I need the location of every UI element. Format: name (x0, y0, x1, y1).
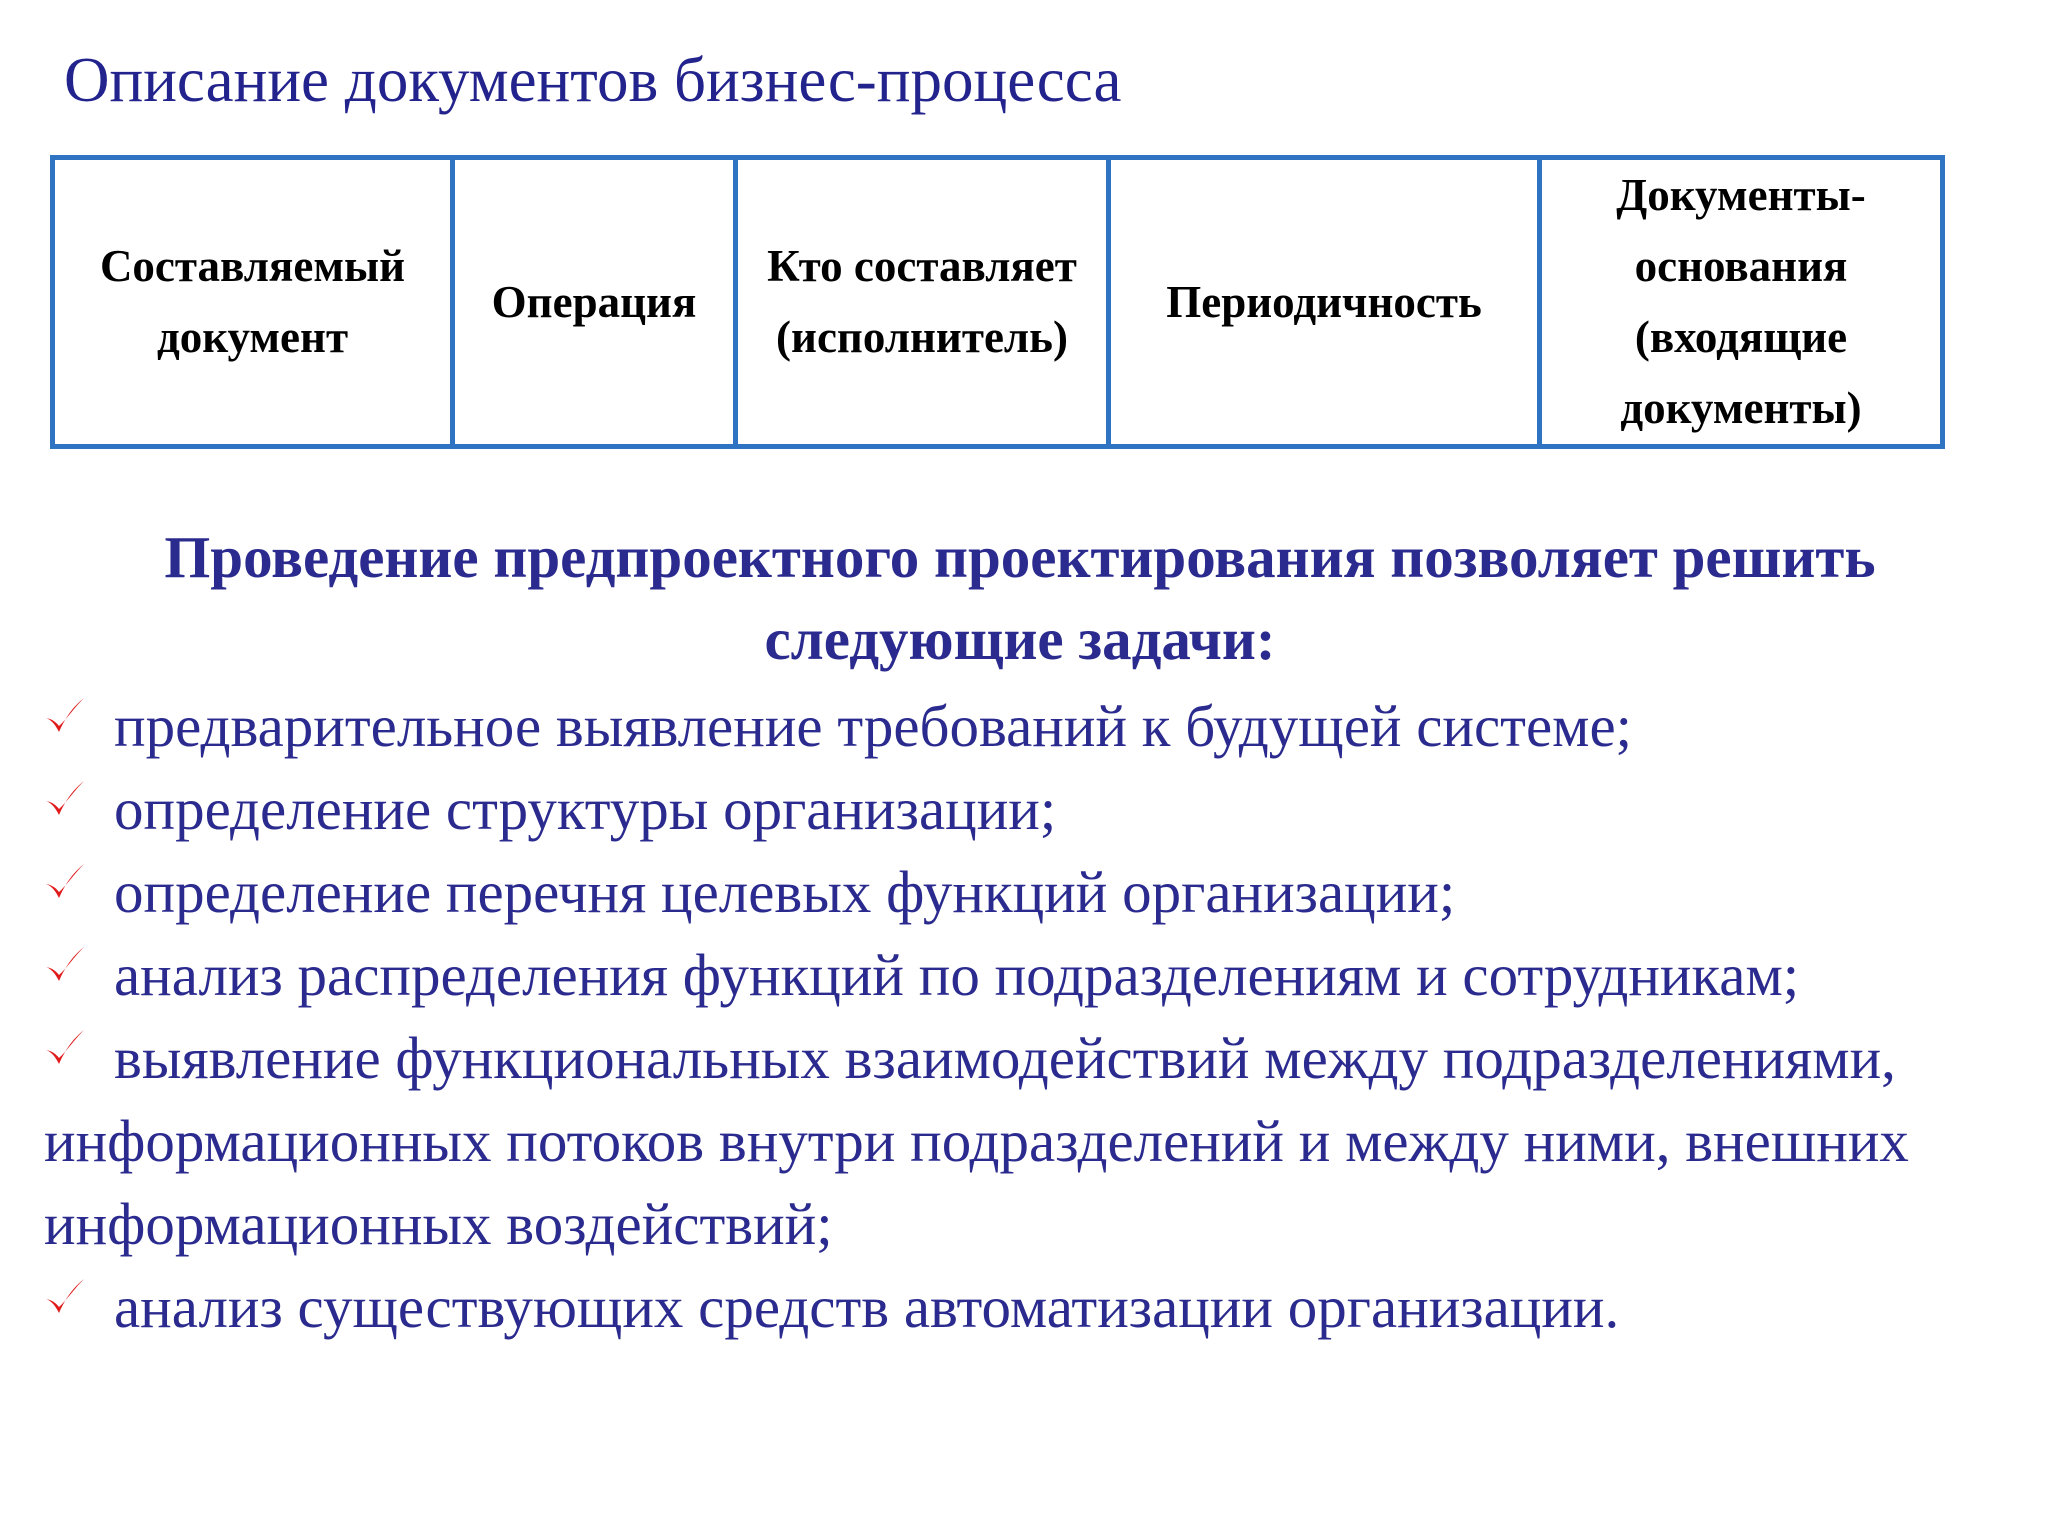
task-list (44, 685, 2004, 1349)
task-text: выявление функциональных взаимодействий между подразделениями, информационных потоков внутри подразделений и между ними, внешних информационных воздействий; (44, 1025, 1909, 1257)
header-cell: Документы-основания (входящие документы) (1540, 158, 1943, 447)
list-item (44, 1266, 2004, 1349)
task-text: анализ существующих средств автоматизации организации. (114, 1274, 1620, 1340)
documents-table (50, 155, 1945, 449)
task-text: предварительное выявление требований к будущей системе; (114, 693, 1633, 759)
check-icon (44, 862, 86, 902)
list-item (44, 851, 2004, 934)
list-item (44, 934, 2004, 1017)
list-item (44, 685, 2004, 768)
table-header-row (53, 158, 1943, 447)
header-cell: Составляемый документ (53, 158, 453, 447)
header-cell: Периодичность (1109, 158, 1540, 447)
check-icon (44, 945, 86, 985)
header-cell: Кто составляет (исполнитель) (736, 158, 1109, 447)
list-item (44, 768, 2004, 851)
check-icon (44, 779, 86, 819)
lead-text: Проведение предпроектного проектирования позволяет решить следующие задачи: (164, 524, 1876, 672)
list-item (44, 1017, 2004, 1266)
check-icon (44, 1277, 86, 1317)
check-icon (44, 1028, 86, 1068)
slide-title: Описание документов бизнес-процесса (64, 45, 1122, 115)
task-text: определение перечня целевых функций организации; (114, 859, 1456, 925)
task-text: анализ распределения функций по подразделениям и сотрудникам; (114, 942, 1800, 1008)
check-icon (44, 696, 86, 736)
task-text: определение структуры организации; (114, 776, 1057, 842)
header-cell: Операция (453, 158, 736, 447)
